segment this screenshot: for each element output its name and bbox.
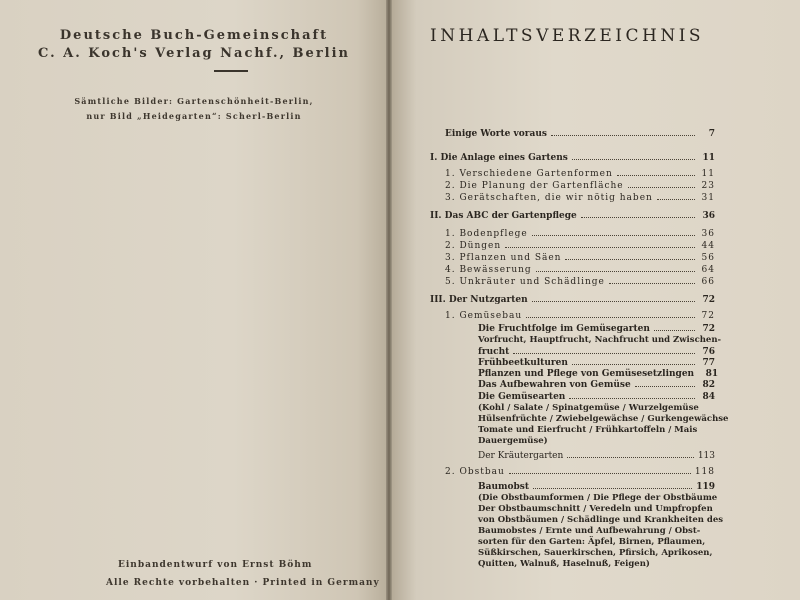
obst-list-line: Der Obstbaumschnitt / Veredeln und Umpfropfen <box>478 504 713 514</box>
toc-entry: 3. Gerätschaften, die wir nötig haben 31 <box>445 193 715 203</box>
toc-entry: 2. Düngen 44 <box>445 241 715 251</box>
toc-subentry: Die Gemüsearten 84 <box>478 392 715 402</box>
gemuese-list-line: Hülsenfrüchte / Zwiebelgewächse / Gurkengewächse <box>478 414 729 424</box>
toc-entry: 1. Verschiedene Gartenformen 11 <box>445 169 715 179</box>
gemuese-list-line: Tomate und Eierfrucht / Frühkartoffeln / Mais <box>478 425 698 435</box>
obst-list-line: (Die Obstbaumformen / Die Pflege der Obstbäume <box>478 493 718 503</box>
toc-subentry: Baumobst 119 <box>478 482 715 492</box>
toc-entry: 3. Pflanzen und Säen 56 <box>445 253 715 263</box>
obst-list-line: von Obstbäumen / Schädlinge und Krankheiten des <box>478 515 724 525</box>
gemuese-list-line: Dauergemüse) <box>478 436 548 446</box>
toc-entry: 4. Bewässerung 64 <box>445 265 715 275</box>
toc-title: INHALTSVERZEICHNIS <box>430 26 705 46</box>
toc-subentry: Der Kräutergarten 113 <box>478 451 715 461</box>
toc-chapter-heading: I. Die Anlage eines Gartens 11 <box>430 153 715 163</box>
toc-chapter-heading: III. Der Nutzgarten 72 <box>430 295 715 305</box>
toc-subentry: Frühbeetkulturen 77 <box>478 358 715 368</box>
toc-entry: 2. Die Planung der Gartenfläche 23 <box>445 181 715 191</box>
toc-entry: 5. Unkräuter und Schädlinge 66 <box>445 277 715 287</box>
image-credit-line-1: Sämtliche Bilder: Gartenschönheit-Berlin, <box>74 96 314 106</box>
toc-subentry: Die Fruchtfolge im Gemüsegarten 72 <box>478 324 715 334</box>
toc-subentry-text: Vorfrucht, Hauptfrucht, Nachfrucht und Zwischen- <box>478 335 722 345</box>
toc-chapter-heading: II. Das ABC der Gartenpflege 36 <box>430 211 715 221</box>
cover-design-credit: Einbandentwurf von Ernst Böhm <box>118 560 313 570</box>
toc-subentry: frucht 76 <box>478 347 715 357</box>
image-credit-line-2: nur Bild „Heidegarten“: Scherl-Berlin <box>86 111 302 121</box>
rights-notice: Alle Rechte vorbehalten · Printed in Germany <box>106 578 380 588</box>
obst-list-line: Quitten, Walnuß, Haselnuß, Feigen) <box>478 559 650 569</box>
toc-entry: 1. Gemüsebau 72 <box>445 311 715 321</box>
divider-rule <box>214 70 248 72</box>
left-page <box>0 0 388 600</box>
toc-subentry: Das Aufbewahren von Gemüse 82 <box>478 380 715 390</box>
toc-entry: Einige Worte voraus 7 <box>445 129 715 139</box>
toc-entry: 2. Obstbau 118 <box>445 467 715 477</box>
obst-list-line: sorten für den Garten: Äpfel, Birnen, Pflaumen, <box>478 537 706 547</box>
obst-list-line: Süßkirschen, Sauerkirschen, Pfirsich, Aprikosen, <box>478 548 713 558</box>
toc-entry: 1. Bodenpflege 36 <box>445 229 715 239</box>
publisher-name: Deutsche Buch-Gemeinschaft <box>59 28 329 43</box>
obst-list-line: Baumobstes / Ernte und Aufbewahrung / Obst- <box>478 526 701 536</box>
publisher-address: C. A. Koch's Verlag Nachf., Berlin <box>38 46 350 61</box>
gemuese-list-line: (Kohl / Salate / Spinatgemüse / Wurzelgemüse <box>478 403 699 413</box>
toc-subentry: Pflanzen und Pflege von Gemüsesetzlingen 81 <box>478 369 719 379</box>
